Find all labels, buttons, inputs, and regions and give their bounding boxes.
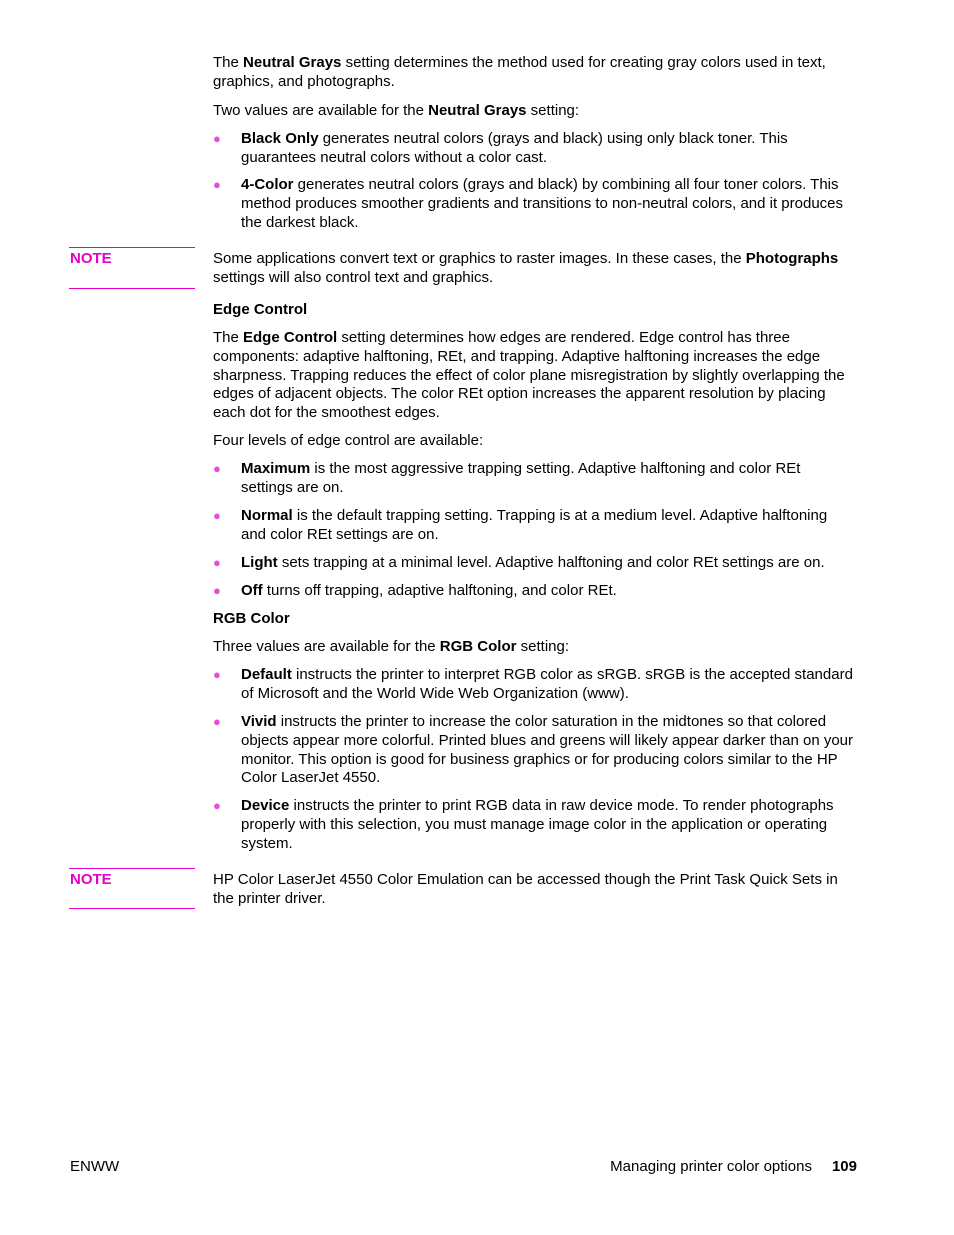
neutral-grays-intro: The Neutral Grays setting determines the method used for creating gray colors used in text, graphics, and photographs. — [213, 54, 826, 90]
bullet-icon: ● — [213, 583, 221, 598]
list-item: ● Off turns off trapping, adaptive halftoning, and color REt. — [213, 582, 617, 599]
footer-right — [610, 1158, 857, 1177]
bullet-icon: ● — [213, 714, 221, 729]
list-item: ● Maximum is the most aggressive trapping setting. Adaptive halftoning and color REt settings are on. — [213, 460, 801, 496]
page-number: 109 — [831, 1158, 857, 1175]
note-rule-bottom — [69, 288, 195, 289]
note-text: HP Color LaserJet 4550 Color Emulation can be accessed though the Print Task Quick Sets in the printer driver. — [213, 871, 838, 907]
bullet-icon: ● — [213, 555, 221, 570]
rgb-color-heading: RGB Color — [213, 610, 290, 627]
list-item: ● Normal is the default trapping setting. Trapping is at a medium level. Adaptive halftoning and color REt settings are on. — [213, 507, 828, 543]
list-item: ● Default instructs the printer to interpret RGB color as sRGB. sRGB is the accepted standard of Microsoft and the World Wide Web Organization (www). — [213, 666, 853, 702]
bullet-icon: ● — [213, 131, 221, 146]
note-rule-top — [69, 247, 195, 248]
bullet-icon: ● — [213, 508, 221, 523]
neutral-grays-values-intro: Two values are available for the Neutral Grays setting: — [213, 102, 580, 119]
list-item: ● Light sets trapping at a minimal level. Adaptive halftoning and color REt settings are on. — [213, 554, 825, 571]
list-item: ● Black Only generates neutral colors (grays and black) using only black toner. This guarantees neutral colors without a color cast. — [213, 130, 788, 166]
note-label: NOTE — [70, 250, 112, 267]
footer-left: ENWW — [70, 1158, 120, 1175]
list-item: ● Device instructs the printer to print RGB data in raw device mode. To render photographs properly with this selection, you must manage image color in the application or operating system. — [213, 797, 834, 852]
edge-control-heading: Edge Control — [213, 301, 308, 318]
edge-control-levels-intro: Four levels of edge control are available: — [213, 432, 484, 449]
bullet-icon: ● — [213, 461, 221, 476]
list-item: ● 4-Color generates neutral colors (grays and black) by combining all four toner colors. This method produces smoother gradients and transitions to non-neutral colors, and it produces the darkest black. — [213, 176, 844, 231]
note-label: NOTE — [70, 871, 112, 888]
rgb-color-values-intro: Three values are available for the RGB Color setting: — [213, 638, 569, 655]
note-rule-top — [69, 868, 195, 869]
bullet-icon: ● — [213, 798, 221, 813]
list-item: ● Vivid instructs the printer to increase the color saturation in the midtones so that colored objects appear more colorful. Printed blues and greens will likely appear darker than on your monitor. This option is good for business graphics or for producing colors similar to the HP Color LaserJet 4550. — [213, 713, 854, 787]
note-rule-bottom — [69, 908, 195, 909]
edge-control-description: The Edge Control setting determines how edges are rendered. Edge control has three components: adaptive halftoning, REt, and trapping. Adaptive halftoning increases the edge sharpness. Trapping reduces the effect of color plane misregistration by slightly overlapping the edges of adjacent objects. The color REt option increases the apparent resolution by placing each dot for the smoothest edges. — [213, 329, 845, 422]
bullet-icon: ● — [213, 177, 221, 192]
note-text: Some applications convert text or graphics to raster images. In these cases, the Photographs settings will also control text and graphics. — [213, 250, 839, 286]
bullet-icon: ● — [213, 667, 221, 682]
footer-section-title: Managing printer color options — [610, 1158, 812, 1175]
